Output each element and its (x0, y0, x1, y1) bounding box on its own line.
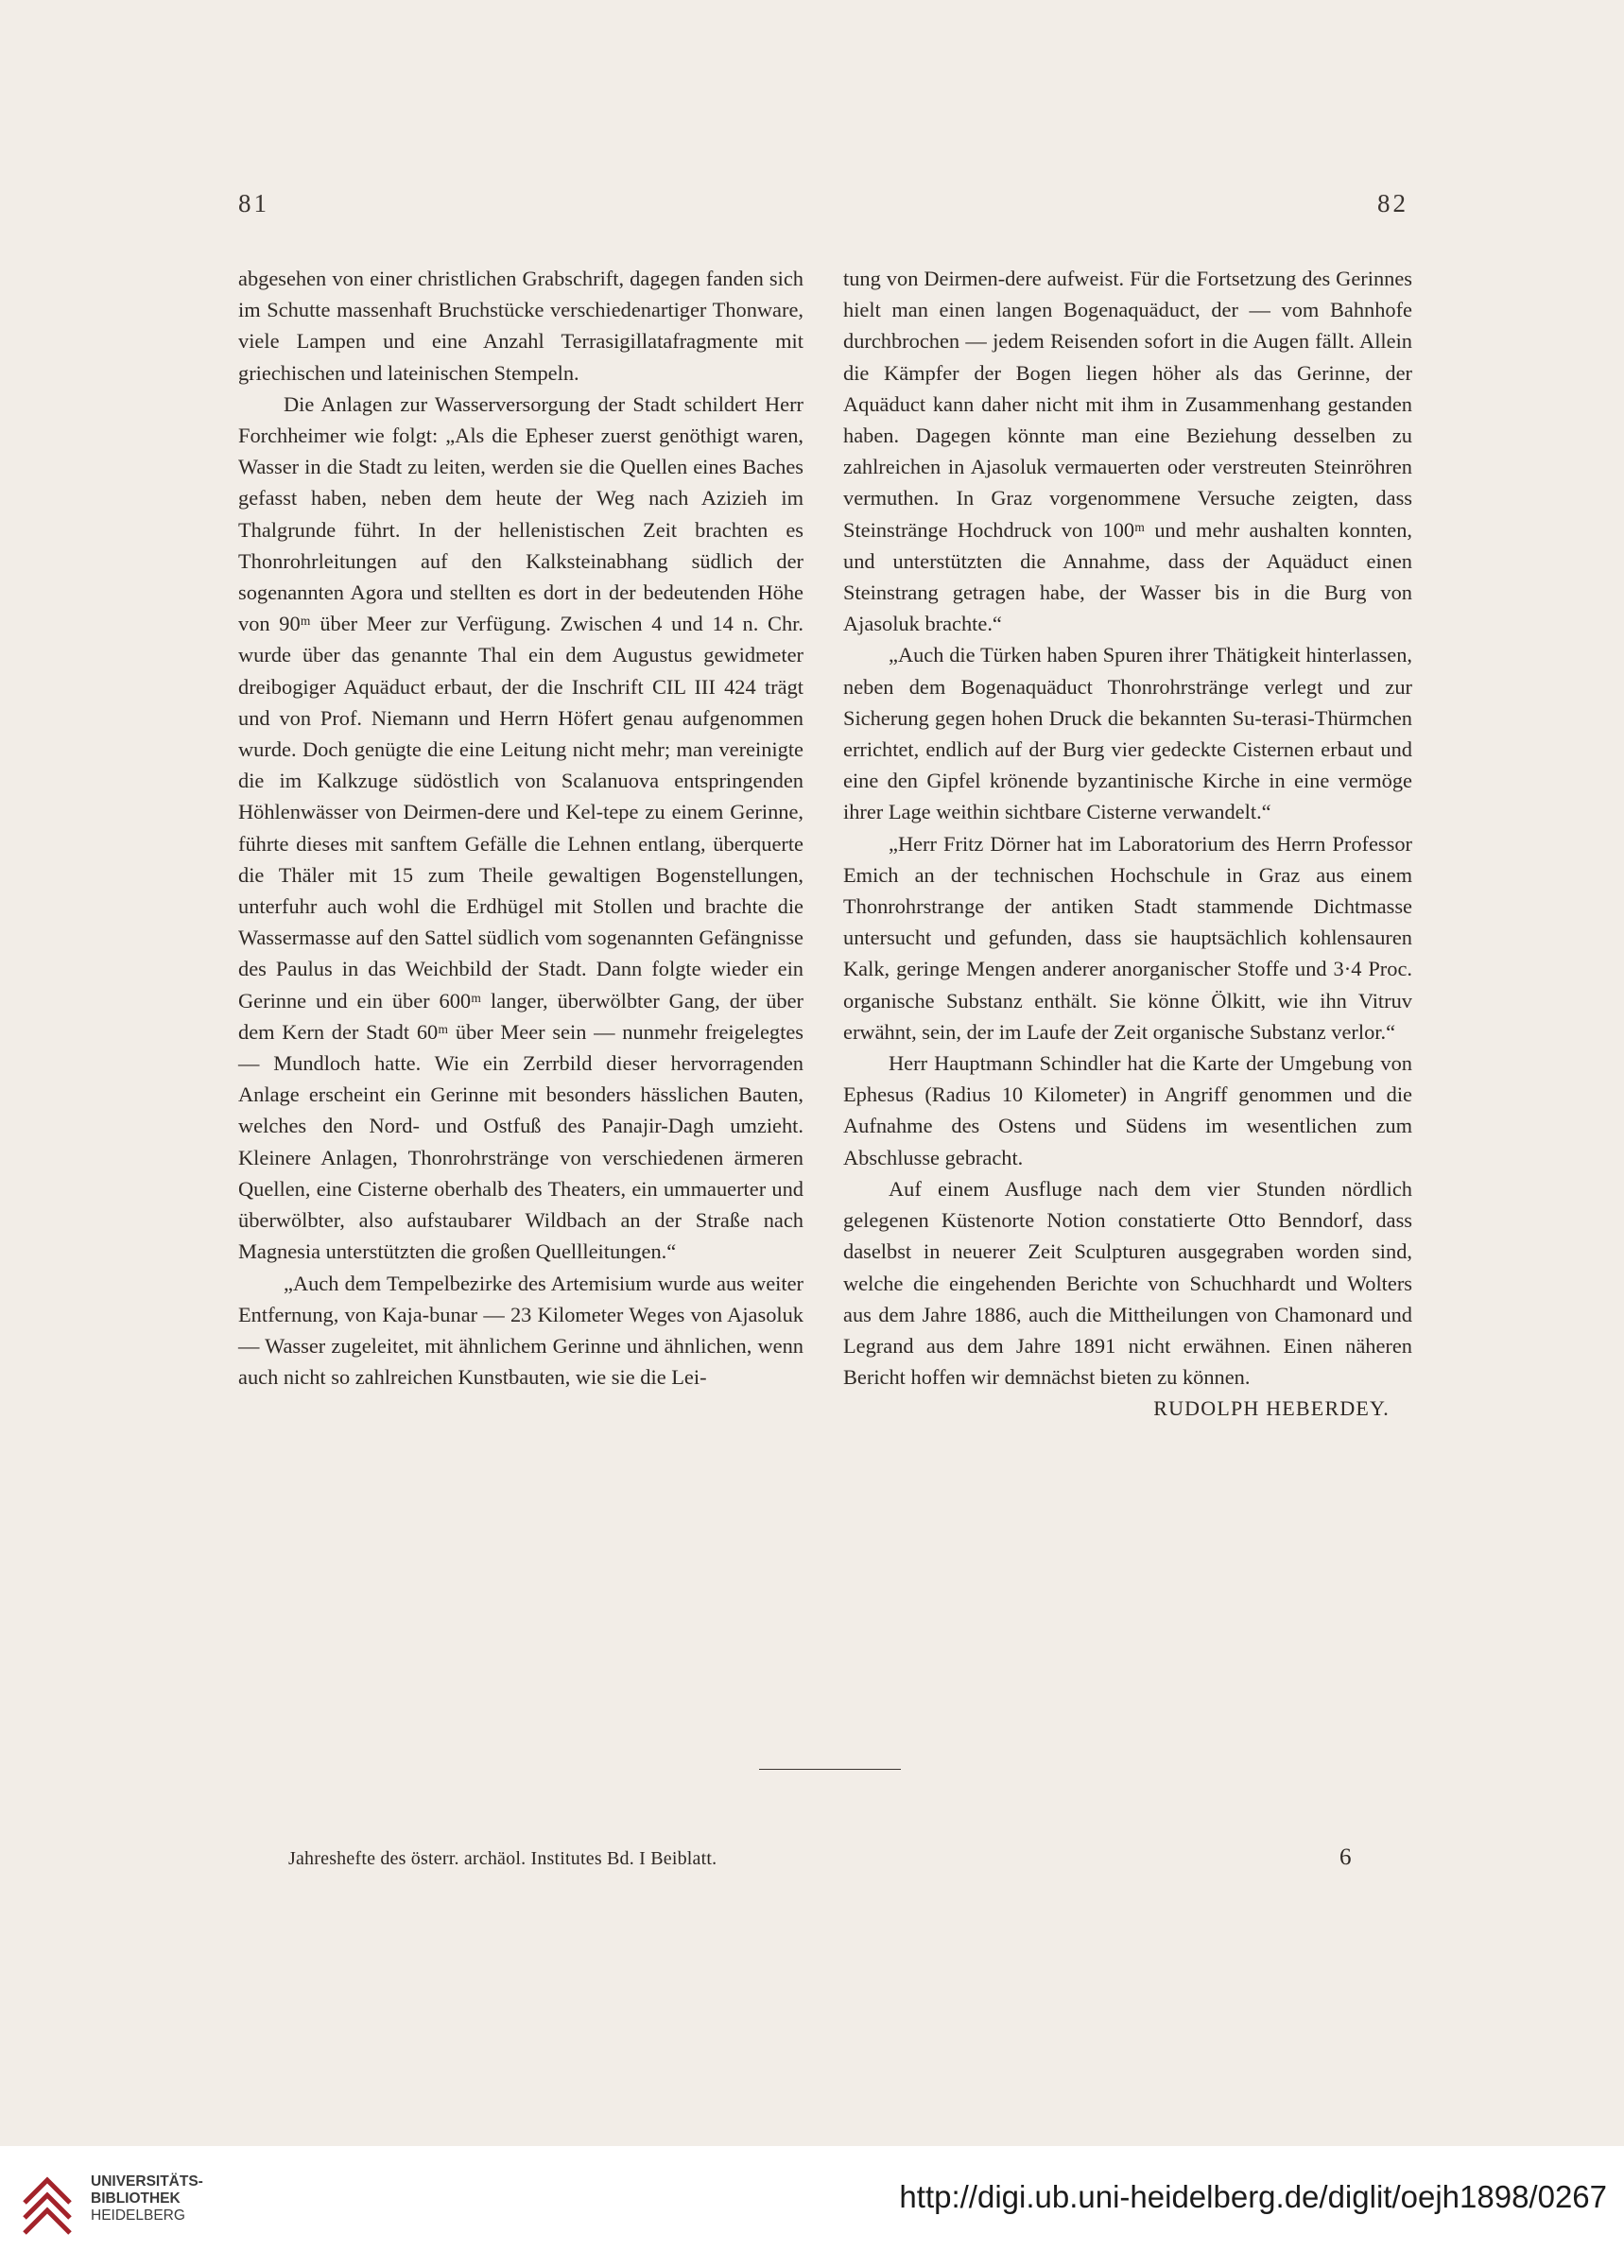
paragraph: Auf einem Ausfluge nach dem vier Stunden nördlich gelegenen Küstenorte Notion constatierte Otto Benndorf, dass daselbst in neuerer Zeit Sculpturen ausgegraben worden sind, welche die eingehenden Berichte von Schuchhardt und Wolters aus dem Jahre 1886, auch die Mittheilungen von Chamonard und Legrand aus dem Jahre 1891 nicht erwähnen. Einen näheren Bericht hoffen wir demnächst bieten zu können. (843, 1176, 1412, 1390)
journal-footer: Jahreshefte des österr. archäol. Institutes Bd. I Beiblatt. (288, 1848, 717, 1869)
paragraph: Die Anlagen zur Wasserversorgung der Stadt schildert Herr Forchheimer wie folgt: „Als die Epheser zuerst genöthigt waren, Wasser in die Stadt zu leiten, werden sie die Quellen eines Baches gefasst haben, neben dem heute der Weg nach Azizieh im Thalgrunde führt. In der hellenistischen Zeit brachten es Thonrohrleitungen auf den Kalksteinabhang südlich der sogenannten Agora und stellten es dort in der bedeutenden Höhe von 90ᵐ über Meer zur Verfügung. Zwischen 4 und 14 n. Chr. wurde über das genannte Thal ein dem Augustus gewidmeter dreibogiger Aquäduct erbaut, der die Inschrift CIL III 424 trägt und von Prof. Niemann und Herrn Höfert genau aufgenommen wurde. Doch genügte die eine Leitung nicht mehr; man vereinigte die im Kalkzuge südöstlich von Scalanuova entspringenden Höhlenwässer von Deirmen-dere und Kel-tepe zu einem Gerinne, führte dieses mit sanftem Gefälle die Lehnen entlang, überquerte die Thäler mit 15 zum Theile gewaltigen Bogenstellungen, unterfuhr auch wohl die Erdhügel mit Stollen und brachte die Wassermasse auf den Sattel südlich vom sogenannten Gefängnisse des Paulus in das Weichbild der Stadt. Dann folgte wieder ein Gerinne und ein über 600ᵐ langer, überwölbter Gang, der über dem Kern der Stadt 60ᵐ über Meer sein — nunmehr freigelegtes — Mundloch hatte. Wie ein Zerrbild dieser hervorragenden Anlage erscheint ein Gerinne mit besonders hässlichen Bauten, welches den Nord- und Ostfuß des Panajir-Dagh umzieht. Kleinere Anlagen, Thonrohrstränge von verschiedenen ärmeren Quellen, eine Cisterne oberhalb des Theaters, ein ummauerter und überwölbter, also aufstaubarer Wildbach an der Straße nach Magnesia unterstützten die großen Quellleitungen.“ (238, 391, 803, 1264)
section-divider (759, 1769, 901, 1770)
library-name-line3: HEIDELBERG (91, 2207, 185, 2224)
right-column (843, 263, 1412, 1425)
paragraph: „Herr Fritz Dörner hat im Laboratorium des Herrn Professor Emich an der technischen Hochschule in Graz aus einem Thonrohrstrange der antiken Stadt stammende Dichtmasse untersucht und gefunden, dass sie hauptsächlich kohlensauren Kalk, geringe Mengen anderer anorganischer Stoffe und 3·4 Proc. organische Substanz enthält. Sie könne Ölkitt, wie ihn Vitruv erwähnt, sein, der im Laufe der Zeit organische Substanz verlor.“ (843, 831, 1412, 1044)
library-name-line1: UNIVERSITÄTS- (91, 2173, 203, 2190)
author-signature: RUDOLPH HEBERDEY. (1153, 1396, 1390, 1421)
left-column (238, 263, 803, 1393)
paragraph: „Auch die Türken haben Spuren ihrer Thätigkeit hinterlassen, neben dem Bogenaquäduct Thonrohrstränge verlegt und zur Sicherung gegen hohen Druck die bekannten Su-terasi-Thürmchen errichtet, endlich auf der Burg vier gedeckte Cisternen erbaut und eine den Gipfel krönende byzantinische Kirche in eine vermöge ihrer Lage weithin sichtbare Cisterne verwandelt.“ (843, 643, 1412, 824)
paragraph: tung von Deirmen-dere aufweist. Für die Fortsetzung des Gerinnes hielt man einen langen Bogenaquäduct, der — vom Bahnhofe durchbrochen — jedem Reisenden sofort in die Augen fällt. Allein die Kämpfer der Bogen liegen höher als das Gerinne, der Aquäduct kann daher nicht mit ihm in Zusammenhang gestanden haben. Dagegen könnte man eine Beziehung desselben zu zahlreichen in Ajasoluk vermauerten oder verstreuten Steinröhren vermuthen. In Graz vorgenommene Versuche zeigten, dass Steinstränge Hochdruck von 100ᵐ und mehr aushalten konnten, und unterstützten die Annahme, dass der Aquäduct einen Steinstrang getragen habe, der Wasser bis in die Burg von Ajasoluk brachte.“ (843, 267, 1412, 636)
paragraph: abgesehen von einer christlichen Grabschrift, dagegen fanden sich im Schutte massenhaft Bruchstücke verschiedenartiger Thonware, viele Lampen und eine Anzahl Terrasigillatafragmente mit griechischen und lateinischen Stempeln. (238, 267, 803, 385)
sheet-signature: 6 (1339, 1844, 1352, 1870)
paragraph: Herr Hauptmann Schindler hat die Karte der Umgebung von Ephesus (Radius 10 Kilometer) in Angriff genommen und die Aufnahme des Ostens und Südens im wesentlichen zum Abschlusse gebracht. (843, 1051, 1412, 1169)
library-name-line2: BIBLIOTHEK (91, 2190, 181, 2207)
page-number-left: 81 (238, 189, 269, 217)
library-name (91, 2173, 203, 2225)
page-number-right: 82 (1377, 189, 1408, 217)
paragraph: „Auch dem Tempelbezirke des Artemisium wurde aus weiter Entfernung, von Kaja-bunar — 23 Kilometer Weges von Ajasoluk — Wasser zugeleitet, mit ähnlichem Gerinne und ähnlichen, wenn auch nicht so zahlreichen Kunstbauten, wie sie die Lei- (238, 1271, 803, 1390)
permalink-url[interactable]: http://digi.ub.uni-heidelberg.de/diglit/oejh1898/0267 (899, 2179, 1607, 2214)
library-logo-icon[interactable] (17, 2165, 78, 2241)
